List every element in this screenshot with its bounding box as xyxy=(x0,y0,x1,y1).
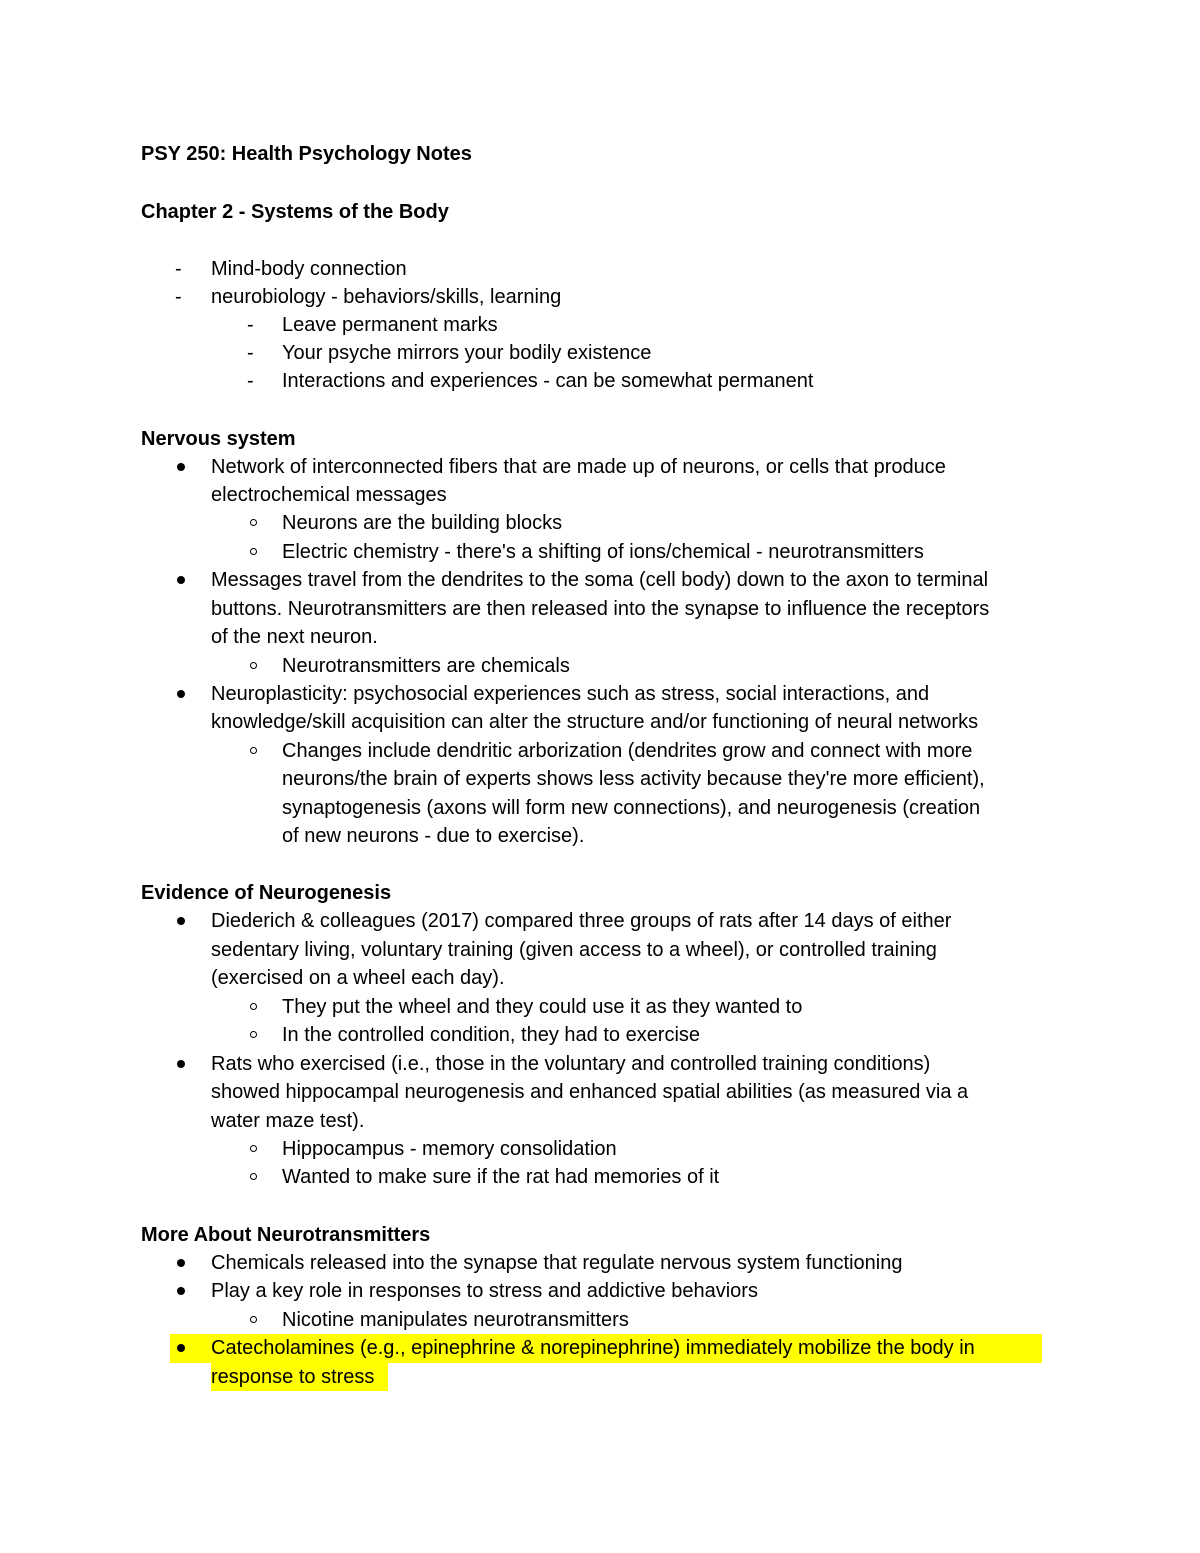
bullet-icon xyxy=(177,1060,185,1068)
bullet-icon xyxy=(177,917,185,925)
dash-bullet-icon: - xyxy=(175,286,182,308)
hollow-bullet-icon xyxy=(250,548,257,555)
bullet-icon xyxy=(177,1287,185,1295)
bullet-icon xyxy=(177,690,185,698)
hollow-bullet-icon xyxy=(250,1031,257,1038)
hollow-bullet-icon xyxy=(250,1173,257,1180)
hollow-bullet-icon xyxy=(250,1145,257,1152)
bullet-icon xyxy=(177,463,185,471)
hollow-bullet-icon xyxy=(250,662,257,669)
hollow-bullet-icon xyxy=(250,747,257,754)
dash-bullet-icon: - xyxy=(247,370,254,392)
hollow-bullet-icon xyxy=(250,1316,257,1323)
hollow-bullet-icon xyxy=(250,1003,257,1010)
dash-bullet-icon: - xyxy=(247,342,254,364)
bullet-icon xyxy=(177,576,185,584)
dash-bullet-icon: - xyxy=(247,314,254,336)
hollow-bullet-icon xyxy=(250,519,257,526)
document-page: PSY 250: Health Psychology Notes Chapter 2 - Systems of the Body - Mind-body connection - neurobiology - behaviors/skills, learning - Leave permanent marks - Your psyche mirrors your bodily existence - Interactions and experiences - can be somewhat permanent Nervous system Network of interconnected fibers that are made up of neurons, or cells that produce electrochemical messages Neurons are the building blocks Electric chemistry - there's a shifting of ions/chemical - neurotransmitters Messages travel from the dendrites to the soma (cell body) down to the axon to terminal buttons. Neurotransmitters are then released into the synapse to influence the receptors of the next neuron. Neurotransmitters are chemicals Neuroplasticity: psychosocial experiences such as stress, social interactions, and knowledge/skill acquisition can alter the structure and/or functioning of neural networks Changes include dendritic arborization (dendrites grow and connect with more neurons/the brain of experts shows less activity because they're more efficient), synaptogenesis (axons will form new connections), and neurogenesis (creation of new neurons - due to exercise). Evidence of Neurogenesis Diederich & colleagues (2017) compared three groups of rats after 14 days of either sedentary living, voluntary training (given access to a wheel), or controlled training (exercised on a wheel each day). They put the wheel and they could use it as they wanted to In the controlled condition, they had to exercise Rats who exercised (i.e., those in the voluntary and controlled training conditions) showed hippocampal neurogenesis and enhanced spatial abilities (as measured via a water maze test). Hippocampus - memory consolidation Wanted to make sure if the rat had memories of it More About Neurotransmitters Chemicals released into the synapse that regulate nervous system functioning Play a key role in responses to stress and addictive behaviors Nicotine manipulates neurotransmitters Catecholamines (e.g., epinephrine & norepinephrine) immediately mobilize the body in response to stress xyxy=(0,0,1200,1553)
document-title-text: PSY 250: Health Psychology Notes xyxy=(141,143,472,165)
dash-bullet-icon: - xyxy=(175,258,182,280)
bullet-icon xyxy=(177,1344,185,1352)
bullet-icon xyxy=(177,1259,185,1267)
chapter-heading-text: Chapter 2 - Systems of the Body xyxy=(141,201,449,223)
